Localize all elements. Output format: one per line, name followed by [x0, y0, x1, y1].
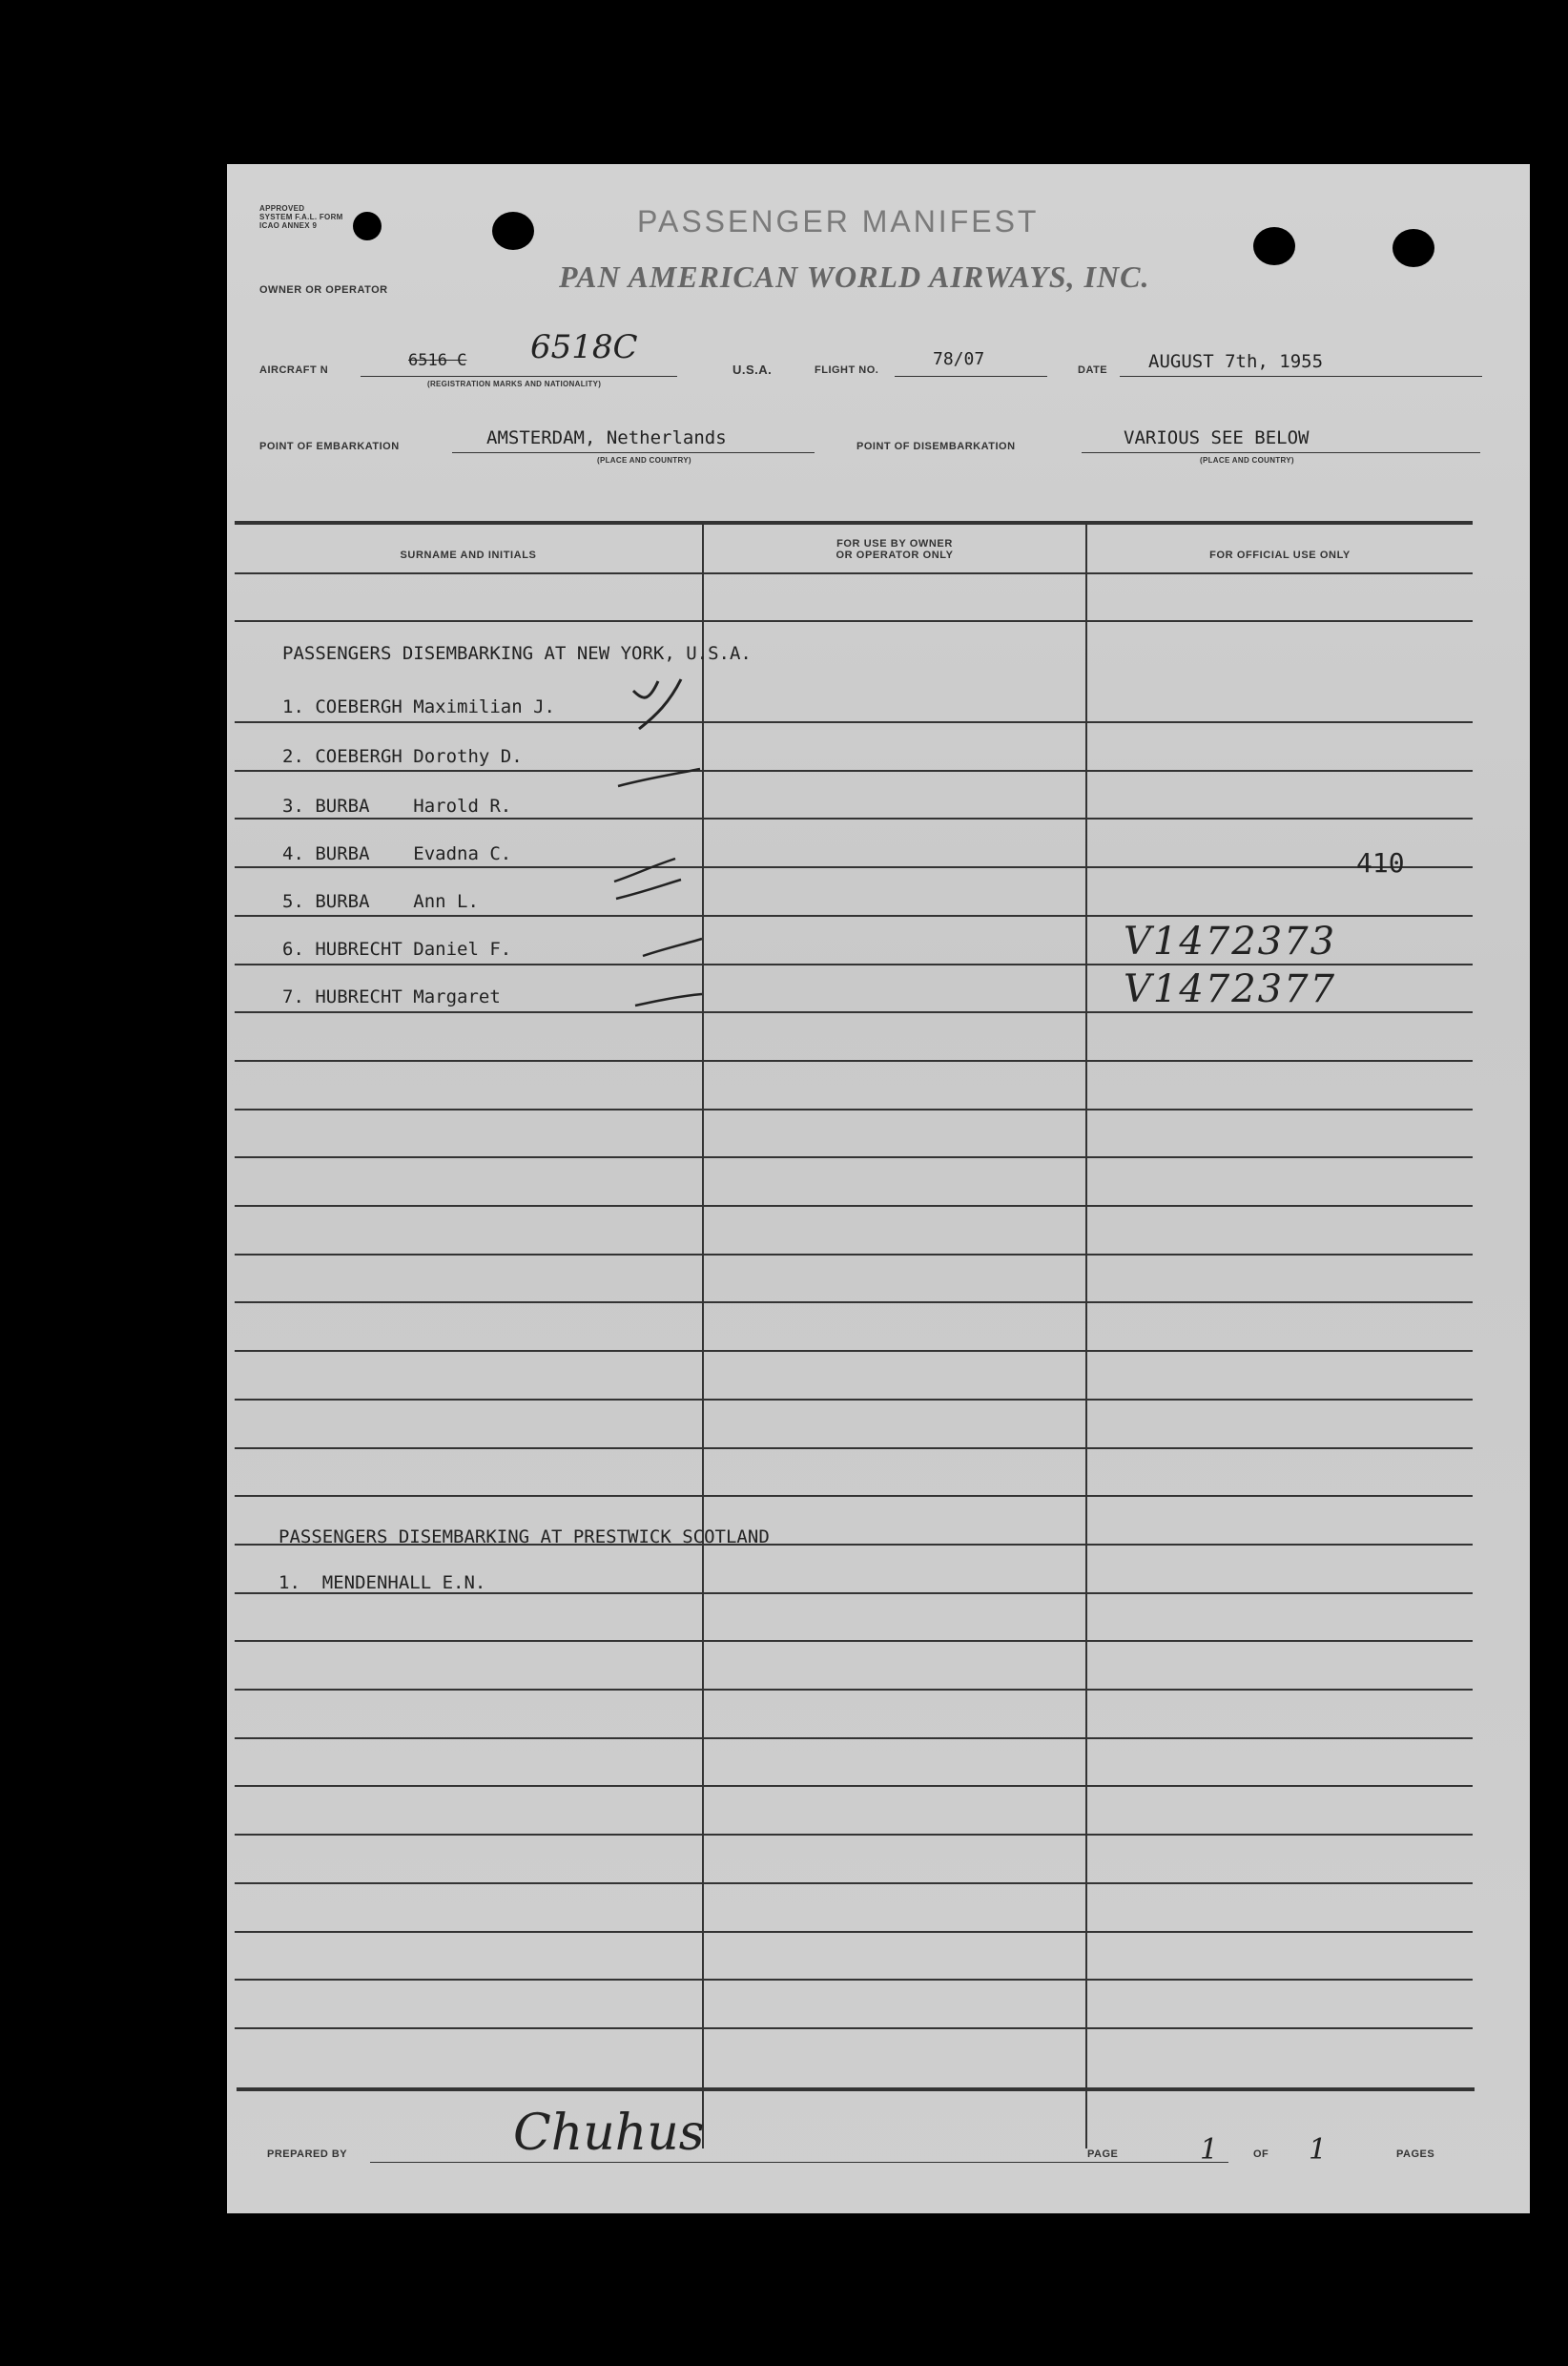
disembarkation-label: POINT OF DISEMBARKATION: [856, 441, 1016, 452]
date-label: DATE: [1078, 364, 1108, 376]
of-label: OF: [1253, 2148, 1269, 2160]
official-entry: V1472373: [1124, 920, 1337, 964]
table-row-rule: [235, 1301, 1473, 1303]
punch-hole-right-2: [1393, 229, 1434, 267]
section-header-prestwick: PASSENGERS DISEMBARKING AT PRESTWICK SCOTLAND: [279, 1526, 770, 1547]
table-row-rule: [235, 721, 1473, 723]
disembarkation-value: VARIOUS SEE BELOW: [1124, 427, 1310, 448]
passenger-row: 7. HUBRECHT Margaret: [282, 986, 501, 1007]
aircraft-sub: (REGISTRATION MARKS AND NATIONALITY): [427, 380, 602, 388]
table-row-rule: [235, 866, 1473, 868]
approval-line-3: ICAO ANNEX 9: [259, 221, 318, 230]
official-entry: V1472377: [1124, 967, 1337, 1011]
table-row-rule: [235, 620, 1473, 622]
table-row-rule: [235, 1205, 1473, 1207]
table-bottom-rule: [237, 2087, 1475, 2091]
aircraft-struck: 6516 C: [408, 351, 467, 370]
embarkation-value: AMSTERDAM, Netherlands: [486, 427, 727, 448]
table-row-rule: [235, 964, 1473, 965]
passenger-row: 5. BURBA Ann L.: [282, 891, 479, 912]
column-header-name: SURNAME AND INITIALS: [400, 550, 537, 561]
approval-line-1: APPROVED: [259, 204, 305, 213]
aircraft-label: AIRCRAFT N: [259, 364, 329, 376]
table-row-rule: [235, 1011, 1473, 1013]
check-mark: [614, 859, 681, 899]
check-mark: [643, 939, 702, 956]
table-row-rule: [235, 2027, 1473, 2029]
table-row-rule: [235, 1060, 1473, 1062]
preparer-signature: Chuhus: [513, 2105, 705, 2162]
manifest-sheet: [227, 164, 1530, 2213]
table-row-rule: [235, 1399, 1473, 1401]
owner-label: OWNER OR OPERATOR: [259, 284, 388, 296]
table-row-rule: [235, 1785, 1473, 1787]
table-row-rule: [235, 1737, 1473, 1739]
table-row-rule: [235, 1689, 1473, 1691]
owner-value: PAN AMERICAN WORLD AIRWAYS, INC.: [559, 259, 1150, 294]
nationality: U.S.A.: [732, 363, 773, 377]
approval-line-2: SYSTEM F.A.L. FORM: [259, 213, 343, 221]
official-entry: 410: [1356, 847, 1405, 879]
passenger-row: 1. MENDENHALL E.N.: [279, 1572, 486, 1593]
passenger-row: 3. BURBA Harold R.: [282, 796, 512, 817]
disembarkation-sub: (PLACE AND COUNTRY): [1200, 456, 1294, 465]
passenger-row: 4. BURBA Evadna C.: [282, 843, 512, 864]
embarkation-sub: (PLACE AND COUNTRY): [597, 456, 691, 465]
table-row-rule: [235, 1447, 1473, 1449]
column-divider-2: [1085, 525, 1087, 2148]
approval-stamp: [259, 204, 343, 230]
punch-hole-left: [492, 212, 534, 250]
check-mark: [633, 679, 681, 729]
table-row-rule: [235, 1834, 1473, 1836]
table-row-rule: [235, 915, 1473, 917]
table-row-rule: [235, 1640, 1473, 1642]
table-row-rule: [235, 818, 1473, 820]
page-label: PAGE: [1087, 2148, 1119, 2160]
table-row-rule: [235, 1882, 1473, 1884]
table-row-rule: [235, 1979, 1473, 1981]
passenger-row: 1. COEBERGH Maximilian J.: [282, 696, 555, 717]
column-header-official: FOR OFFICIAL USE ONLY: [1209, 550, 1351, 561]
column-header-owner-line-1: FOR USE BY OWNER: [836, 538, 953, 550]
passenger-row: 6. HUBRECHT Daniel F.: [282, 939, 512, 960]
column-header-owner: [704, 538, 1085, 561]
check-mark: [635, 994, 702, 1006]
prepared-by-label: PREPARED BY: [267, 2148, 348, 2160]
table-top-rule: [235, 521, 1473, 525]
date-value: AUGUST 7th, 1955: [1148, 351, 1324, 372]
table-row-rule: [235, 1254, 1473, 1256]
pages-label: PAGES: [1396, 2148, 1435, 2160]
table-row-rule: [235, 1495, 1473, 1497]
aircraft-handwritten: 6518C: [530, 328, 638, 366]
punch-hole-approval: [353, 212, 382, 240]
page-total: 1: [1309, 2133, 1328, 2167]
check-marks: [589, 670, 713, 1023]
table-row-rule: [235, 1931, 1473, 1933]
flight-label: FLIGHT NO.: [815, 364, 879, 376]
form-title: PASSENGER MANIFEST: [637, 204, 1040, 239]
column-header-owner-line-2: OR OPERATOR ONLY: [836, 550, 954, 561]
table-row-rule: [235, 1156, 1473, 1158]
punch-hole-right-1: [1253, 227, 1295, 265]
passenger-row: 2. COEBERGH Dorothy D.: [282, 746, 523, 767]
flight-value: 78/07: [933, 349, 985, 369]
table-row-rule: [235, 1109, 1473, 1110]
table-row-rule: [235, 572, 1473, 574]
table-row-rule: [235, 1350, 1473, 1352]
page-number: 1: [1200, 2133, 1219, 2167]
check-mark: [618, 769, 700, 786]
table-row-rule: [235, 770, 1473, 772]
section-header-new-york: PASSENGERS DISEMBARKING AT NEW YORK, U.S.A.: [282, 643, 752, 664]
embarkation-label: POINT OF EMBARKATION: [259, 441, 400, 452]
